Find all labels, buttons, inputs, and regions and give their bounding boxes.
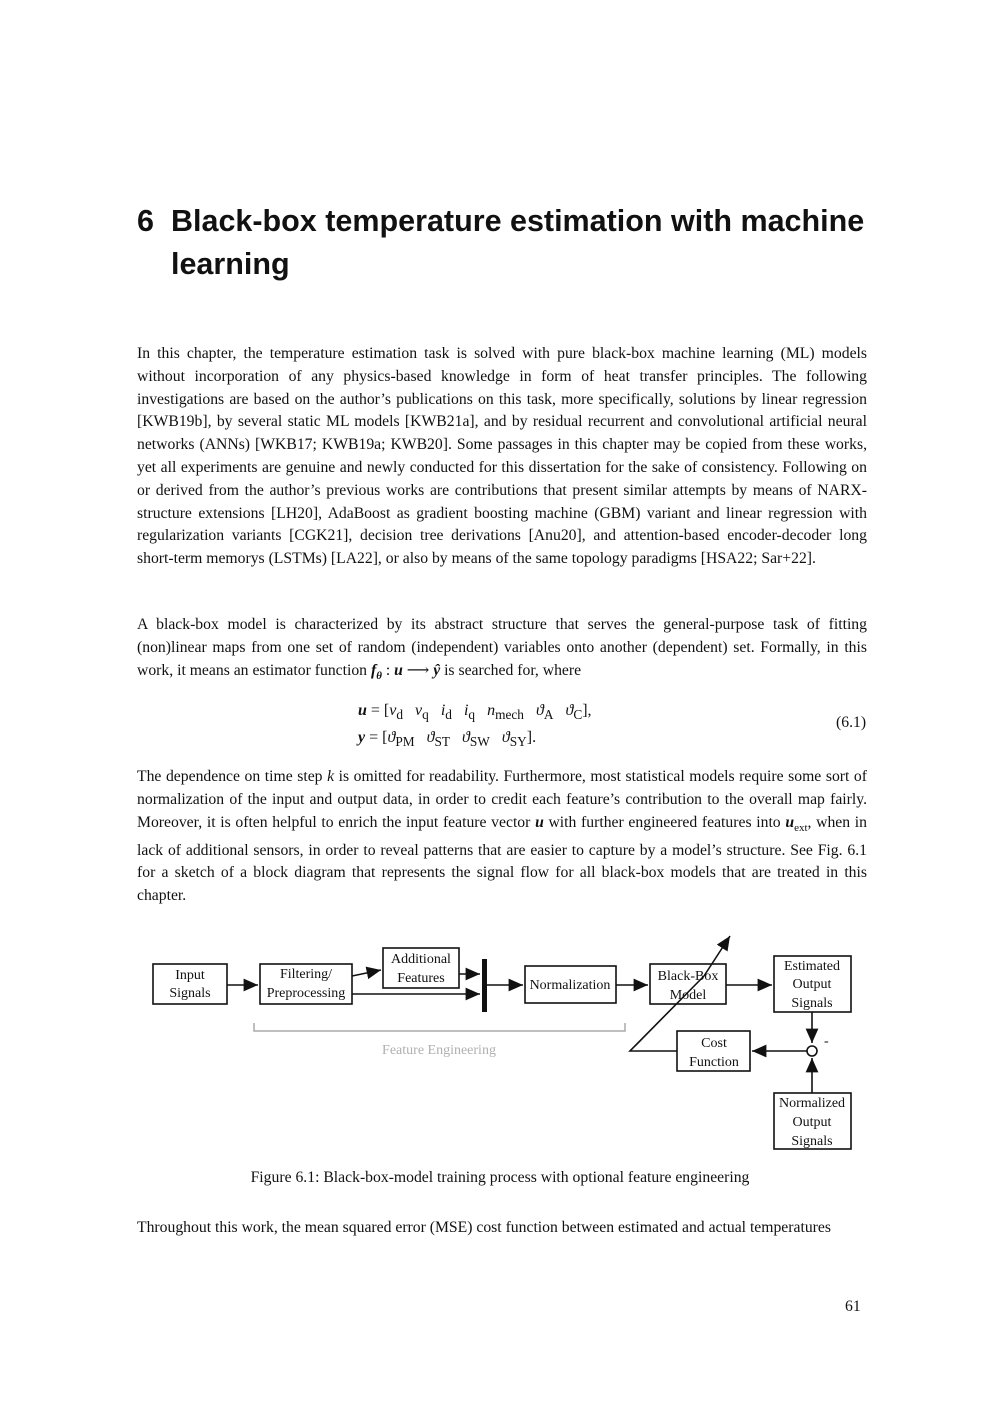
- paragraph2-text-after: is searched for, where: [440, 661, 582, 679]
- paragraph-mse: Throughout this work, the mean squared error (MSE) cost function between estimated and actual temperatures: [137, 1219, 831, 1236]
- normalized-output-label-2: Output: [792, 1115, 832, 1130]
- paragraph3-text-1: The dependence on time step: [137, 768, 328, 785]
- paragraph3-text-3: with further engineered features into: [543, 813, 786, 831]
- figure-caption: Figure 6.1: Black-box-model training process with optional feature engineering: [250, 1169, 750, 1186]
- additional-features-label-1: Additional: [391, 952, 451, 967]
- chapter-heading: [137, 200, 897, 286]
- paragraph-normalization: The dependence on time step k is omitted for readability. Furthermore, most statistical models require some sort of normalization of the input and output data, in order to credit each feature’s contribution to the overall map fairly. Moreover, it is often helpful to enrich the input feature vector u with further engineered features into $u_{ext}$, when in lack of additional sensors, in order to reveal patterns that are easier to capture by a model’s structure. See Fig. 6.1 for a sketch of a block diagram that represents the signal flow for all black-box models that are treated in this chapter.: [137, 768, 867, 905]
- paragraph2-text-before: A black-box model is characterized by its abstract structure that serves the general-purpose task of fitting (non)linear maps from one set of random (independent) variables onto another (dependent) set. Formally, in this work, it means an estimator function: [137, 616, 867, 679]
- equation-output-vector: $y = [ϑ_{PM}$ $ϑ_{ST}$ $ϑ_{SW}$ $ϑ_{SY}$].: [358, 729, 537, 750]
- chapter-title: Black-box temperature estimation with machine learning: [171, 204, 865, 281]
- time-step-symbol: k: [327, 768, 335, 785]
- filtering-label-2: Preprocessing: [266, 986, 346, 1001]
- minus-sign: -: [824, 1034, 829, 1049]
- black-box-model-label-1: Black-Box: [657, 969, 719, 984]
- paragraph3-text-2: is omitted for readability. Furthermore, most statistical models require some sort of normalization of the input and output data, in order to credit each feature’s contribution to the overall map fairly. Moreover, it is often helpful to enrich the input feature vector: [137, 768, 867, 831]
- estimated-output-label-2: Output: [792, 977, 832, 992]
- chapter-number: 6: [137, 204, 154, 238]
- normalized-output-label-3: Signals: [791, 1134, 833, 1149]
- additional-features-label-2: Features: [397, 971, 445, 986]
- merge-bar: [482, 959, 487, 1012]
- paragraph-intro: In this chapter, the temperature estimation task is solved with pure black-box machine learning (ML) models without incorporation of any physics-based knowledge in form of heat transfer principles. The following investigations are based on the author’s publications on this task, more specifically, solutions by linear regression [KWB19b], by several static ML models [KWB21a], and by residual recurrent and convolutional artificial neural networks (ANNs) [WKB17; KWB19a; KWB20]. Some passages in this chapter may be copied from these works, yet all experiments are genuine and newly conducted for this dissertation for the sake of consistency. Following on or derived from the author’s previous works are contributions that present similar attempts by means of NARX-structure extensions [LH20], AdaBoost as gradient boosting machine (GBM) variant and linear regression with regularization variants [CGK21], decision tree derivations [Anu20], and attention-based encoder-decoder long short-term memorys (LSTMs) [LA22], or also by means of the same topology paradigms [HSA22; Sar+22].: [137, 345, 867, 568]
- equation-input-vector: $u = [v_d$ $v_q$ $i_d$ $i_q$ $n_{mech}$ $ϑ_A$ $ϑ_C$],: [358, 702, 592, 723]
- feature-engineering-label: Feature Engineering: [382, 1043, 496, 1058]
- black-box-model-label-2: Model: [669, 988, 707, 1003]
- feature-engineering-bracket: [254, 1023, 625, 1031]
- filtering-label-1: Filtering/: [279, 967, 333, 982]
- estimated-output-label-3: Signals: [791, 996, 833, 1011]
- paragraph-black-box-definition: A black-box model is characterized by its abstract structure that serves the general-purpose task of fitting (non)linear maps from one set of random (independent) variables onto another (dependent) set. Formally, in this work, it means an estimator function $f_\theta$ : u ⟶ ŷ is searched for, where: [137, 616, 867, 682]
- block-diagram: [140, 930, 870, 1160]
- normalization-label: Normalization: [529, 978, 611, 993]
- paragraph3-text-4: , when in lack of additional sensors, in order to reveal patterns that are easier to capture by a model’s structure. See Fig. 6.1 for a sketch of a block diagram that represents the signal flow for all black-box models that are treated in this chapter.: [137, 813, 867, 905]
- page-number: 61: [845, 1298, 861, 1315]
- normalized-output-label-1: Normalized: [778, 1096, 846, 1111]
- equation-number: (6.1): [836, 714, 867, 731]
- estimated-output-label-1: Estimated: [784, 959, 840, 974]
- cost-function-label-1: Cost: [701, 1036, 727, 1051]
- input-signals-label-1: Input: [175, 968, 205, 983]
- input-signals-label-2: Signals: [169, 986, 211, 1001]
- cost-function-label-2: Function: [689, 1055, 739, 1070]
- summing-junction: [807, 1046, 817, 1056]
